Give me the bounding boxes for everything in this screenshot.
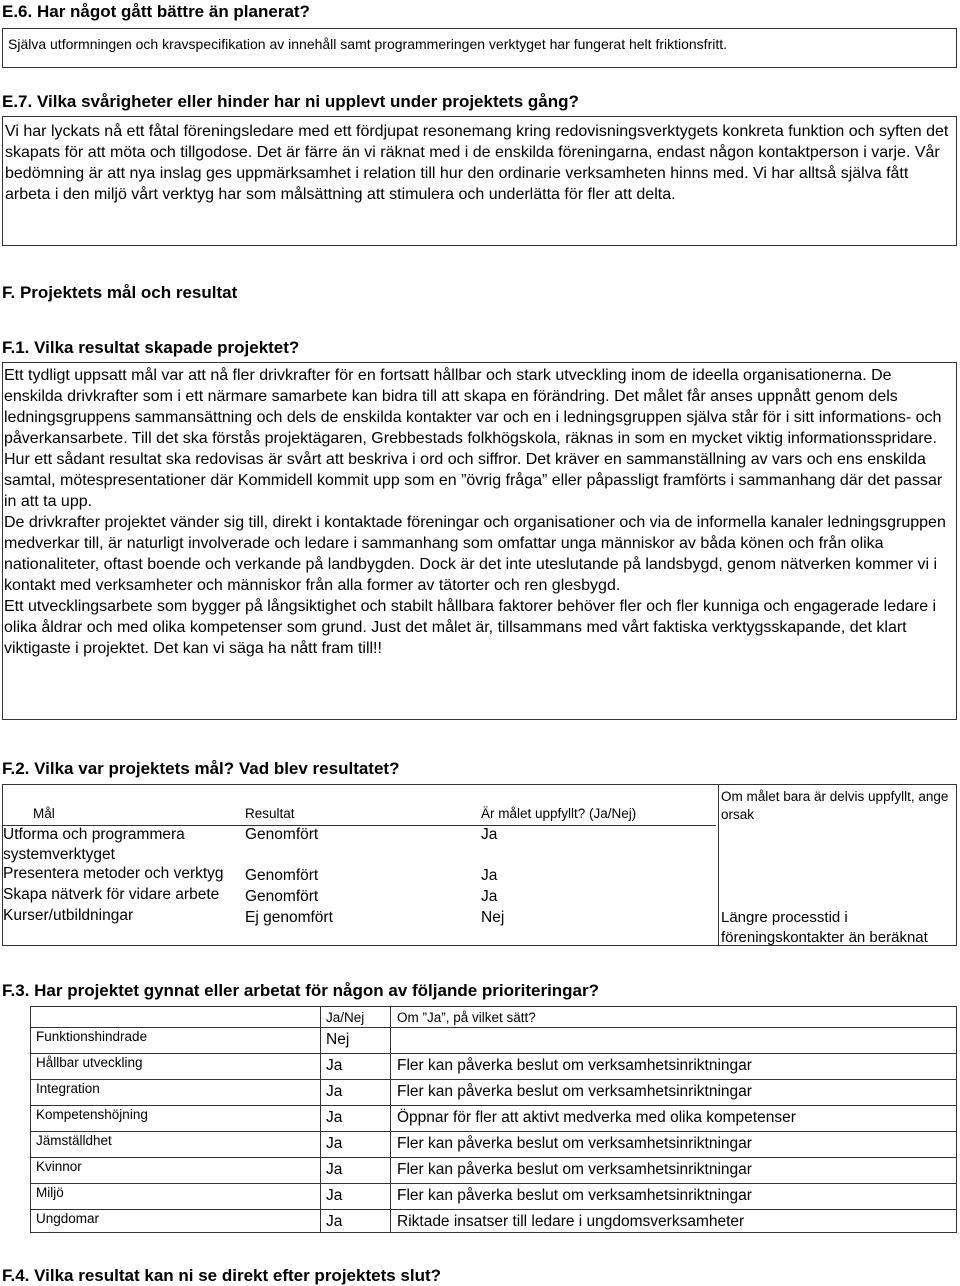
row-divider [31,1131,956,1132]
f2-row-result: Genomfört [245,826,319,843]
f2-row-achieved: Nej [481,909,505,926]
f2-row-goal: Utforma och programmera systemverktyget [3,826,185,863]
f1-paragraph: De drivkrafter projektet vänder sig till, direkt i kontaktade föreningar och organisationer och via de informella kanaler ledningsgruppen medverkar till, är naturligt involverade och ledare i sammanhang som omfattar unga människor av båda könen och från olika nationaliteter, oftast boende och verkande på landbygden. Dock är det inte uteslutande på landsbygd, genom nätverken kommer vi i kontakt med verksamheter och människor från alla former av tätorter och ren glesbygd. [4,514,946,594]
f2-row-result: Genomfört [245,867,319,884]
f3-row-how: Fler kan påverka beslut om verksamhetsinriktningar [397,1057,752,1074]
f3-header-yesno: Ja/Nej [326,1010,365,1025]
e6-answer-text: Själva utformningen och kravspecifikation av innehåll samt programmeringen verktyget har fungerat helt friktionsfritt. [8,36,728,52]
row-divider [31,1183,956,1184]
e7-answer-text: Vi har lyckats nå ett fåtal föreningsledare med ett fördjupat resonemang kring redovisningsverktygets konkreta funktion och syften det skapats för att möta och tillgodose. Det är färre än vi räknat med i de enskilda föreningarna, endast någon kontaktperson i varje. Vår bedömning är att nya inslag ges uppmärksamhet i relation till hur den ordinarie verksamheten hinns med. Vi har alltså själva fått arbeta i den miljö vårt verktyg har som målsättning att stimulera och underlätta för fler att delta. [5,123,949,203]
f2-header-reason: Om målet bara är delvis uppfyllt, ange orsak [721,789,949,822]
column-divider [390,1007,391,1232]
f2-row-goal: Skapa nätverk för vidare arbete [3,886,220,903]
row-divider [31,1053,956,1054]
f3-row-how: Riktade insatser till ledare i ungdomsverksamheter [397,1213,745,1230]
f2-row-goal: Presentera metoder och verktyg [3,865,224,882]
column-divider [718,785,719,945]
f1-paragraph: Ett tydligt uppsatt mål var att nå fler drivkrafter för en fortsatt hållbar och stark utveckling inom de ideella organisationerna. De enskilda drivkrafter som i ett närmare samarbete kan bidra till att skapa en förändring. Det målet får anses uppnått genom dels ledningsgruppens sammansättning och dels de enskilda kontakter var och en i ledningsgruppen själva står för i sitt informations- och påverkansarbete. Till det ska förstås projektägaren, Grebbestads folkhögskola, räknas in som en mycket viktig informationsspridare. [4,367,942,447]
f3-row-yesno: Ja [326,1057,343,1074]
f3-row-yesno: Ja [326,1187,343,1204]
f1-paragraph: Ett utvecklingsarbete som bygger på långsiktighet och stabilt hållbara faktorer behöver fler och fler kunniga och engagerade ledare i olika åldrar och med olika kompetenser som grund. Just det målet är, tillsammans med vårt faktiska verktygsskapande, det klart viktigaste i projektet. Det kan vi säga ha nått fram till!! [4,598,937,657]
f1-answer-text [4,365,952,659]
f3-row-priority: Jämställdhet [36,1133,112,1148]
f3-priorities-table [30,1006,957,1233]
f3-row-yesno: Ja [326,1161,343,1178]
f2-row-goal: Kurser/utbildningar [3,907,134,924]
f3-row-priority: Hållbar utveckling [36,1055,143,1070]
row-divider [31,1027,956,1028]
f2-row-achieved: Ja [481,826,498,843]
f2-header-goal: Mål [33,806,55,821]
f2-row-result: Genomfört [245,888,319,905]
f2-header-achieved: Är målet uppfyllt? (Ja/Nej) [481,806,637,821]
f3-row-yesno: Ja [326,1109,343,1126]
e7-answer-box [2,116,957,246]
f3-header-how: Om ”Ja”, på vilket sätt? [397,1010,536,1025]
f3-row-priority: Ungdomar [36,1211,100,1226]
f3-row-yesno: Ja [326,1135,343,1152]
f3-row-priority: Kvinnor [36,1159,82,1174]
f3-row-yesno: Ja [326,1213,343,1230]
f1-heading: F.1. Vilka resultat skapade projektet? [2,338,300,357]
f2-row-achieved: Ja [481,888,498,905]
f2-row-achieved: Ja [481,867,498,884]
f2-heading: F.2. Vilka var projektets mål? Vad blev resultatet? [2,759,400,778]
f2-header-result: Resultat [245,806,295,821]
e6-heading: E.6. Har något gått bättre än planerat? [2,2,310,21]
e6-answer-box [2,28,957,68]
f2-row-reason: Längre processtid i föreningskontakter än beräknat [721,909,928,946]
f-heading: F. Projektets mål och resultat [2,283,238,302]
f3-heading: F.3. Har projektet gynnat eller arbetat för någon av följande prioriteringar? [2,981,600,1000]
f3-row-priority: Funktionshindrade [36,1029,148,1044]
f3-row-how: Fler kan påverka beslut om verksamhetsinriktningar [397,1135,752,1152]
f3-row-how: Fler kan påverka beslut om verksamhetsinriktningar [397,1083,752,1100]
e7-heading: E.7. Vilka svårigheter eller hinder har ni upplevt under projektets gång? [2,92,579,111]
f3-row-how: Öppnar för fler att aktivt medverka med olika kompetenser [397,1109,796,1126]
f2-goals-table [2,784,957,946]
f3-row-yesno: Ja [326,1083,343,1100]
f3-row-priority: Kompetenshöjning [36,1107,148,1122]
f3-row-how: Fler kan påverka beslut om verksamhetsinriktningar [397,1187,752,1204]
row-divider [31,1105,956,1106]
f4-heading: F.4. Vilka resultat kan ni se direkt efter projektets slut? [2,1266,442,1285]
f1-paragraph: Hur ett sådant resultat ska redovisas är svårt att beskriva i ord och siffror. Det kräver en sammanställning av vars och ens enskilda samtal, mötespresentationer där Kommidell kommit upp som en ”övrig fråga” eller påpassligt framförts i sammanhang där det passar in att ta upp. [4,451,943,510]
f2-row-result: Ej genomfört [245,909,333,926]
f3-row-priority: Miljö [36,1185,64,1200]
f3-row-yesno: Nej [326,1031,350,1048]
column-divider [320,1007,321,1232]
f1-answer-box [2,362,957,720]
f3-row-how: Fler kan påverka beslut om verksamhetsinriktningar [397,1161,752,1178]
row-divider [31,1209,956,1210]
row-divider [31,1079,956,1080]
f3-row-priority: Integration [36,1081,100,1096]
row-divider [31,1157,956,1158]
